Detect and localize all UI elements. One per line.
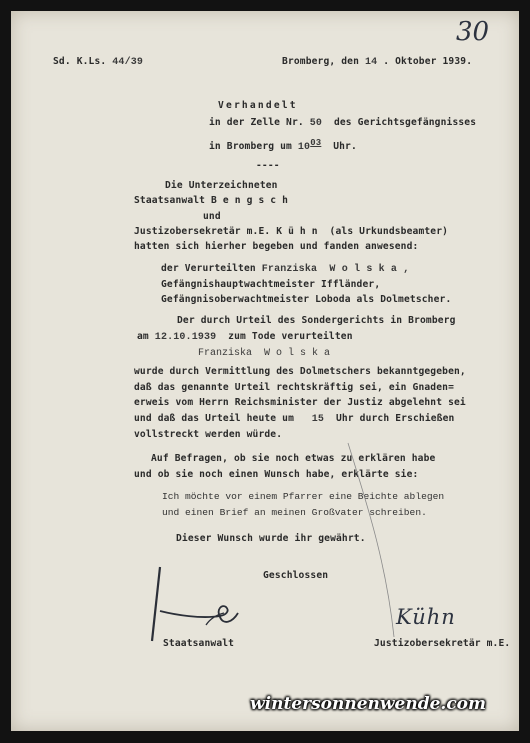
date-day: 14 bbox=[364, 57, 378, 68]
margin-pencil-line bbox=[346, 441, 406, 641]
participants-line-4: Justizobersekretär m.E. K ü h n (als Urkundsbeamter) bbox=[134, 226, 449, 237]
verdict-date: 12.10.1939 bbox=[154, 332, 217, 343]
clerk-title: Justizobersekretär m.E. bbox=[374, 638, 511, 649]
body-line-3: Franziska W o l s k a bbox=[198, 348, 331, 359]
page-number: 30 bbox=[456, 17, 490, 47]
closed-line: Geschlossen bbox=[263, 570, 329, 581]
watermark: wintersonnenwende.com bbox=[250, 694, 486, 714]
date-month-year: . Oktober 1939. bbox=[383, 56, 473, 67]
body-line-4: wurde durch Vermittlung des Dolmetschers bekanntgegeben, bbox=[134, 366, 466, 377]
question-line-2: und ob sie noch einen Wunsch habe, erklärte sie: bbox=[134, 469, 419, 480]
body-line-7: und daß das Urteil heute um 15 Uhr durch Erschießen bbox=[134, 413, 455, 425]
file-ref-prefix: Sd. K.Ls. bbox=[53, 56, 107, 67]
document-page bbox=[11, 11, 519, 731]
question-line-1: Auf Befragen, ob sie noch etwas zu erklären habe bbox=[151, 453, 436, 464]
prosecutor-signature bbox=[146, 563, 251, 645]
divider: ---- bbox=[256, 160, 280, 171]
time-minute: 03 bbox=[310, 138, 322, 148]
participants-line-3: und bbox=[203, 211, 221, 222]
convict-name: Franziska W o l s k a , bbox=[261, 264, 410, 275]
intro-line-1: in der Zelle Nr. 50 des Gerichtsgefängnisses bbox=[209, 117, 477, 129]
prosecutor-title: Staatsanwalt bbox=[163, 638, 235, 649]
file-reference bbox=[53, 56, 143, 68]
body-line-6: erweis vom Herrn Reichsminister der Justiz abgelehnt sei bbox=[134, 397, 466, 408]
file-ref-number: 44/39 bbox=[112, 57, 144, 68]
document-title: Verhandelt bbox=[218, 100, 298, 111]
clerk-signature: Kühn bbox=[396, 605, 456, 629]
execution-hour: 15 bbox=[311, 414, 325, 425]
body-line-5: daß das genannte Urteil rechtskräftig sei, ein Gnaden= bbox=[134, 382, 454, 393]
intro-line-2: in Bromberg um $10^{03}$ Uhr. bbox=[209, 138, 357, 154]
present-line-1: der Verurteilten Franziska W o l s k a , bbox=[161, 263, 410, 275]
body-line-1: Der durch Urteil des Sondergerichts in Bromberg bbox=[177, 315, 456, 326]
granted-line: Dieser Wunsch wurde ihr gewährt. bbox=[176, 533, 366, 544]
statement-line-2: und einen Brief an meinen Großvater schreiben. bbox=[162, 507, 427, 518]
body-line-8: vollstreckt werden würde. bbox=[134, 429, 283, 440]
place: Bromberg, den bbox=[282, 56, 360, 67]
cell-number: 50 bbox=[309, 118, 323, 129]
statement-line-1: Ich möchte vor einem Pfarrer eine Beichte ablegen bbox=[162, 491, 445, 502]
body-line-2: am 12.10.1939 zum Tode verurteilten bbox=[137, 331, 353, 343]
participants-line-5: hatten sich hierher begeben und fanden anwesend: bbox=[134, 241, 419, 252]
participants-line-2: Staatsanwalt B e n g s c h bbox=[134, 195, 289, 206]
present-line-3: Gefängnisoberwachtmeister Loboda als Dolmetscher. bbox=[161, 294, 452, 305]
time-hour: 10 bbox=[297, 142, 311, 154]
place-date bbox=[282, 56, 472, 68]
present-line-2: Gefängnishauptwachtmeister Iffländer, bbox=[161, 279, 381, 290]
participants-line-1: Die Unterzeichneten bbox=[165, 180, 278, 191]
